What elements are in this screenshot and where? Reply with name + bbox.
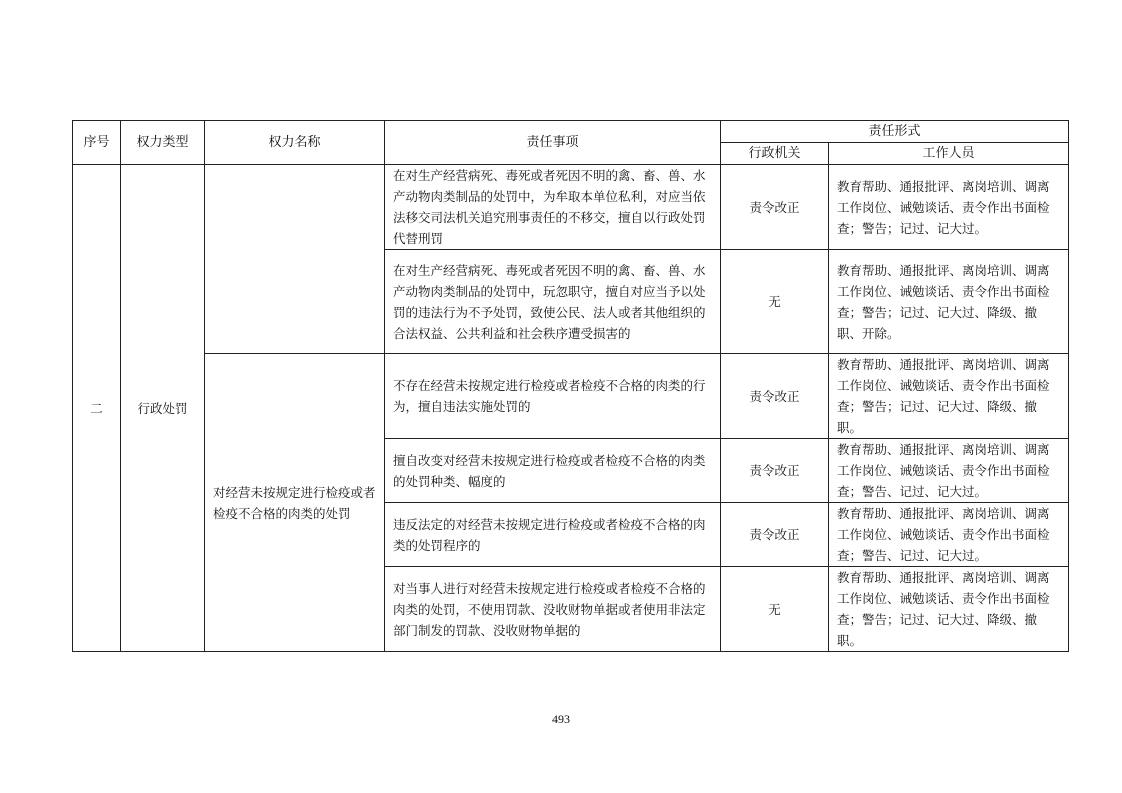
- duty-cell: 对当事人进行对经营未按规定进行检疫或者检疫不合格的肉类的处罚，不使用罚款、没收财物单据或者使用非法定部门制发的罚款、没收财物单据的: [385, 567, 721, 652]
- power-name-cell-empty: [205, 165, 385, 354]
- staff-cell: 教育帮助、通报批评、离岗培训、调离工作岗位、诫勉谈话、责令作出书面检查；警告、记过、记大过。: [829, 503, 1069, 567]
- header-duty-items: 责任事项: [385, 121, 721, 165]
- page-number: 493: [552, 712, 570, 726]
- organ-cell: 责令改正: [721, 439, 829, 503]
- seq-cell: 二: [73, 165, 121, 652]
- organ-cell: 无: [721, 567, 829, 652]
- duty-cell: 擅自改变对经营未按规定进行检疫或者检疫不合格的肉类的处罚种类、幅度的: [385, 439, 721, 503]
- staff-cell: 教育帮助、通报批评、离岗培训、调离工作岗位、诫勉谈话、责令作出书面检查；警告；记过、记大过、降级、撤职。: [829, 567, 1069, 652]
- power-type-cell: 行政处罚: [121, 165, 205, 652]
- header-power-type: 权力类型: [121, 121, 205, 165]
- header-staff: 工作人员: [829, 143, 1069, 165]
- staff-cell: 教育帮助、通报批评、离岗培训、调离工作岗位、诫勉谈话、责令作出书面检查；警告；记过、记大过、降级、撤职。: [829, 354, 1069, 439]
- staff-cell: 教育帮助、通报批评、离岗培训、调离工作岗位、诫勉谈话、责令作出书面检查；警告；记过、记大过、降级、撤职、开除。: [829, 250, 1069, 354]
- organ-cell: 责令改正: [721, 354, 829, 439]
- organ-cell: 责令改正: [721, 165, 829, 250]
- duty-cell: 违反法定的对经营未按规定进行检疫或者检疫不合格的肉类的处罚程序的: [385, 503, 721, 567]
- organ-cell: 无: [721, 250, 829, 354]
- table-row: [73, 165, 1069, 250]
- duty-cell: 在对生产经营病死、毒死或者死因不明的禽、畜、兽、水产动物肉类制品的处罚中，为牟取本单位私利，对应当依法移交司法机关追究刑事责任的不移交，擅自以行政处罚代替刑罚: [385, 165, 721, 250]
- duty-cell: 在对生产经营病死、毒死或者死因不明的禽、畜、兽、水产动物肉类制品的处罚中，玩忽职守，擅自对应当予以处罚的违法行为不予处罚，致使公民、法人或者其他组织的合法权益、公共利益和社会秩序遭受损害的: [385, 250, 721, 354]
- duty-cell: 不存在经营未按规定进行检疫或者检疫不合格的肉类的行为，擅自违法实施处罚的: [385, 354, 721, 439]
- header-power-name: 权力名称: [205, 121, 385, 165]
- header-row-1: [73, 121, 1069, 143]
- organ-cell: 责令改正: [721, 503, 829, 567]
- header-seq: 序号: [73, 121, 121, 165]
- responsibility-table: [72, 120, 1069, 652]
- staff-cell: 教育帮助、通报批评、离岗培训、调离工作岗位、诫勉谈话、责令作出书面检查；警告；记过、记大过。: [829, 165, 1069, 250]
- header-duty-form: 责任形式: [721, 121, 1069, 143]
- header-admin-organ: 行政机关: [721, 143, 829, 165]
- power-name-cell: 对经营未按规定进行检疫或者检疫不合格的肉类的处罚: [205, 354, 385, 652]
- staff-cell: 教育帮助、通报批评、离岗培训、调离工作岗位、诫勉谈话、责令作出书面检查；警告、记过、记大过。: [829, 439, 1069, 503]
- table-row: [73, 354, 1069, 439]
